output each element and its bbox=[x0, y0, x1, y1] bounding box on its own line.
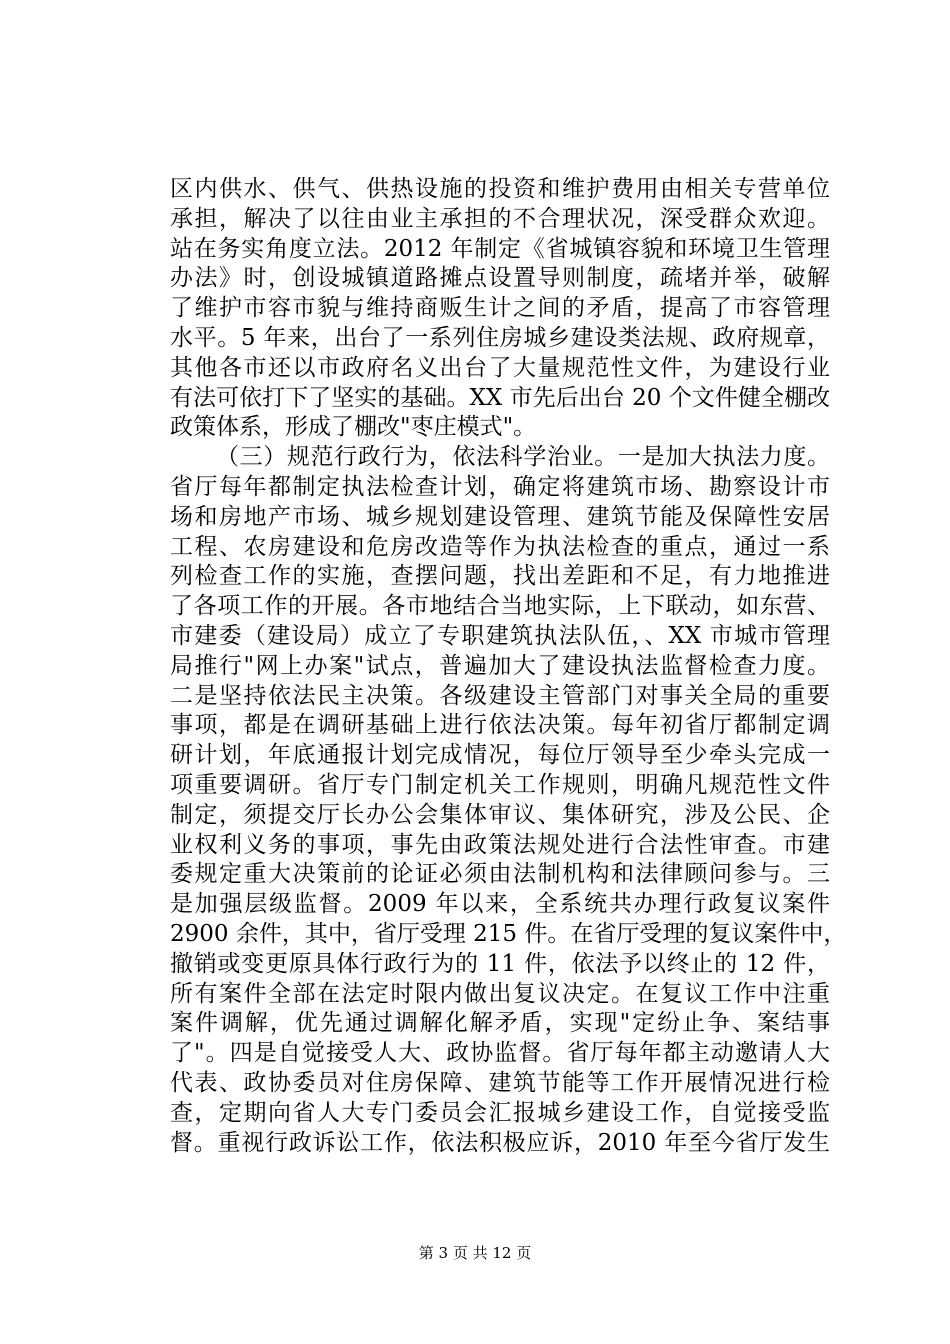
text-line: 所有案件全部在法定时限内做出复议决定。在复议工作中注重 bbox=[170, 980, 830, 1007]
text-line: 业权利义务的事项，事先由政策法规处进行合法性审查。市建 bbox=[170, 831, 830, 858]
text-line: 研计划，年底通报计划完成情况，每位厅领导至少牵头完成一 bbox=[170, 742, 830, 769]
page-number-footer: 第 3 页 共 12 页 bbox=[418, 1244, 532, 1262]
text-line: 列检查工作的实施，查摆问题，找出差距和不足，有力地推进 bbox=[170, 563, 830, 590]
document-body bbox=[170, 175, 847, 1158]
text-line: 案件调解，优先通过调解化解矛盾，实现"定纷止争、案结事 bbox=[170, 1010, 830, 1037]
text-line: 有法可依打下了坚实的基础。XX 市先后出台 20 个文件健全棚改 bbox=[170, 384, 830, 411]
text-line: 查，定期向省人大专门委员会汇报城乡建设工作，自觉接受监 bbox=[170, 1099, 830, 1126]
text-line: 工程、农房建设和危房改造等作为执法检查的重点，通过一系 bbox=[170, 533, 830, 560]
section-heading-line: （三）规范行政行为，依法科学治业。一是加大执法力度。 bbox=[216, 444, 830, 471]
text-line: 2900 余件，其中，省厅受理 215 件。在省厅受理的复议案件中， bbox=[170, 920, 847, 947]
text-line: 局推行"网上办案"试点，普遍加大了建设执法监督检查力度。 bbox=[170, 652, 830, 679]
text-line: 二是坚持依法民主决策。各级建设主管部门对事关全局的重要 bbox=[170, 682, 830, 709]
text-line: 站在务实角度立法。2012 年制定《省城镇容貌和环境卫生管理 bbox=[170, 235, 830, 262]
text-line: 其他各市还以市政府名义出台了大量规范性文件，为建设行业 bbox=[170, 354, 830, 381]
text-line: 制定，须提交厅长办公会集体审议、集体研究，涉及公民、企 bbox=[170, 801, 830, 828]
text-line: 水平。5 年来，出台了一系列住房城乡建设类法规、政府规章， bbox=[170, 324, 830, 351]
text-line: 项重要调研。省厅专门制定机关工作规则，明确凡规范性文件 bbox=[170, 771, 830, 798]
text-line: 区内供水、供气、供热设施的投资和维护费用由相关专营单位 bbox=[170, 176, 830, 202]
text-line: 委规定重大决策前的论证必须由法制机构和法律顾问参与。三 bbox=[170, 861, 830, 888]
text-line: 事项，都是在调研基础上进行依法决策。每年初省厅都制定调 bbox=[170, 712, 830, 739]
text-line: 了各项工作的开展。各市地结合当地实际，上下联动，如东营、 bbox=[170, 593, 830, 620]
text-line: 办法》时，创设城镇道路摊点设置导则制度，疏堵并举，破解 bbox=[170, 265, 830, 292]
text-line: 了维护市容市貌与维持商贩生计之间的矛盾，提高了市容管理 bbox=[170, 295, 830, 322]
text-line: 承担，解决了以往由业主承担的不合理状况，深受群众欢迎。 bbox=[170, 205, 830, 232]
text-line: 政策体系，形成了棚改"枣庄模式"。 bbox=[170, 414, 537, 441]
text-line: 市建委（建设局）成立了专职建筑执法队伍，、XX 市城市管理 bbox=[170, 622, 830, 649]
text-line: 省厅每年都制定执法检查计划，确定将建筑市场、勘察设计市 bbox=[170, 473, 830, 500]
text-line: 代表、政协委员对住房保障、建筑节能等工作开展情况进行检 bbox=[170, 1069, 830, 1096]
text-line: 了"。四是自觉接受人大、政协监督。省厅每年都主动邀请人大 bbox=[170, 1040, 830, 1067]
text-line: 撤销或变更原具体行政行为的 11 件，依法予以终止的 12 件， bbox=[170, 950, 830, 977]
text-line: 督。重视行政诉讼工作，依法积极应诉，2010 年至今省厅发生 bbox=[170, 1129, 830, 1156]
text-line: 是加强层级监督。2009 年以来，全系统共办理行政复议案件 bbox=[170, 891, 830, 918]
text-line: 场和房地产市场、城乡规划建设管理、建筑节能及保障性安居 bbox=[170, 503, 830, 530]
